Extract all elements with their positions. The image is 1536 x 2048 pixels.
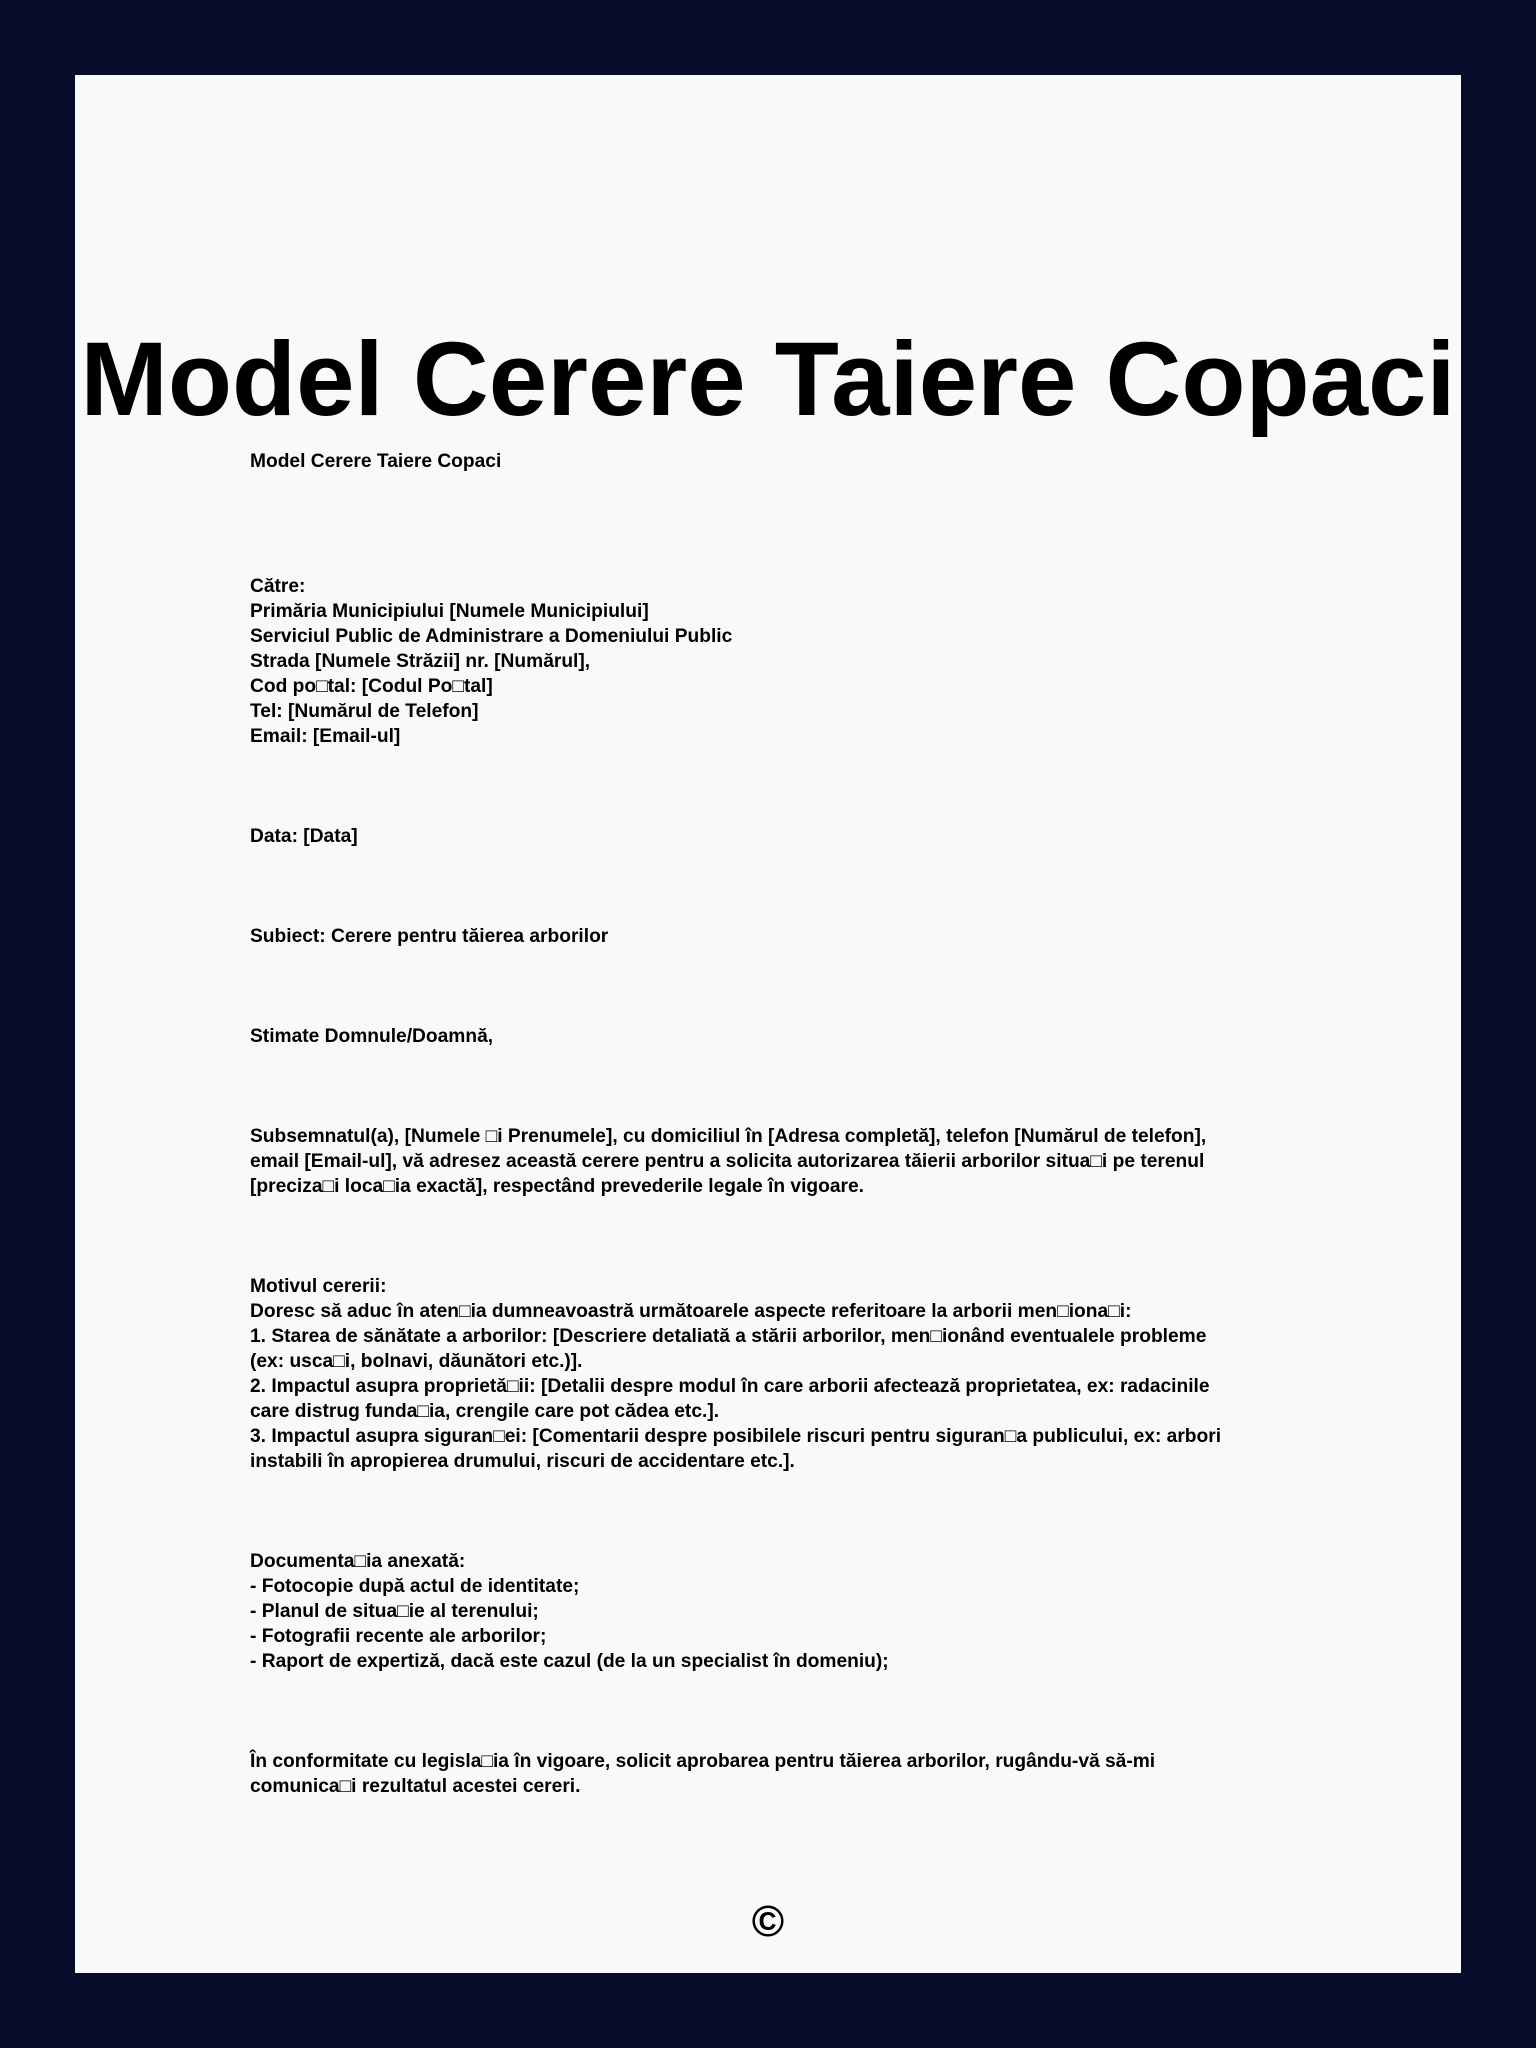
page-title: Model Cerere Taiere Copaci (80, 321, 1456, 438)
paragraph-line: 2. Impactul asupra proprietă□ii: [Detalii despre modul în care arborii afectează proprietatea, ex: radacinile (250, 1376, 1210, 1397)
copyright-symbol: © (751, 1897, 785, 1946)
paragraph-line: În conformitate cu legisla□ia în vigoare, solicit aprobarea pentru tăierea arborilor, rugându-vă să-mi (250, 1751, 1156, 1772)
reason-section (250, 1274, 1340, 1474)
letter-body (250, 449, 1340, 1799)
recipient-line: Către: (250, 576, 306, 597)
recipient-line: Primăria Municipiului [Numele Municipiului] (250, 601, 649, 622)
list-item: - Planul de situa□ie al terenului; (250, 1601, 539, 1622)
list-item: - Fotocopie după actul de identitate; (250, 1576, 580, 1597)
paragraph-line: 3. Impactul asupra siguran□ei: [Comentarii despre posibilele riscuri pentru siguran□a publicului, ex: arbori (250, 1426, 1222, 1447)
paragraph-line: Subsemnatul(a), [Numele □i Prenumele], cu domiciliul în [Adresa completă], telefon [Numărul de telefon], (250, 1126, 1207, 1147)
intro-paragraph (250, 1124, 1340, 1199)
paragraph-line: (ex: usca□i, bolnavi, dăunători etc.)]. (250, 1351, 583, 1372)
recipient-line: Tel: [Numărul de Telefon] (250, 701, 479, 722)
document-page (75, 75, 1461, 1973)
section-heading: Motivul cererii: (250, 1276, 387, 1297)
recipient-line: Cod po□tal: [Codul Po□tal] (250, 676, 493, 697)
date-line: Data: [Data] (250, 826, 358, 847)
section-heading: Documenta□ia anexată: (250, 1551, 466, 1572)
paragraph-line: Doresc să aduc în aten□ia dumneavoastră următoarele aspecte referitoare la arborii men□iona□i: (250, 1301, 1132, 1322)
paragraph-line: care distrug funda□ia, crengile care pot cădea etc.]. (250, 1401, 720, 1422)
paragraph-line: email [Email-ul], vă adresez această cerere pentru a solicita autorizarea tăierii arborilor situa□i pe terenul (250, 1151, 1205, 1172)
recipient-line: Strada [Numele Străzii] nr. [Numărul], (250, 651, 591, 672)
greeting-line: Stimate Domnule/Doamnă, (250, 1026, 494, 1047)
subject-line: Subiect: Cerere pentru tăierea arborilor (250, 926, 609, 947)
paragraph-line: instabili în apropierea drumului, riscuri de accidentare etc.]. (250, 1451, 795, 1472)
paragraph-line: 1. Starea de sănătate a arborilor: [Descriere detaliată a stării arborilor, men□ionând eventualele probleme (250, 1326, 1207, 1347)
recipient-block (250, 574, 1340, 749)
letter-heading: Model Cerere Taiere Copaci (250, 451, 502, 472)
paragraph-line: comunica□i rezultatul acestei cereri. (250, 1776, 581, 1797)
recipient-line: Serviciul Public de Administrare a Domeniului Public (250, 626, 733, 647)
recipient-line: Email: [Email-ul] (250, 726, 401, 747)
list-item: - Raport de expertiză, dacă este cazul (de la un specialist în domeniu); (250, 1651, 889, 1672)
list-item: - Fotografii recente ale arborilor; (250, 1626, 547, 1647)
attachments-section (250, 1549, 1340, 1674)
closing-paragraph (250, 1749, 1340, 1799)
paragraph-line: [preciza□i loca□ia exactă], respectând prevederile legale în vigoare. (250, 1176, 864, 1197)
